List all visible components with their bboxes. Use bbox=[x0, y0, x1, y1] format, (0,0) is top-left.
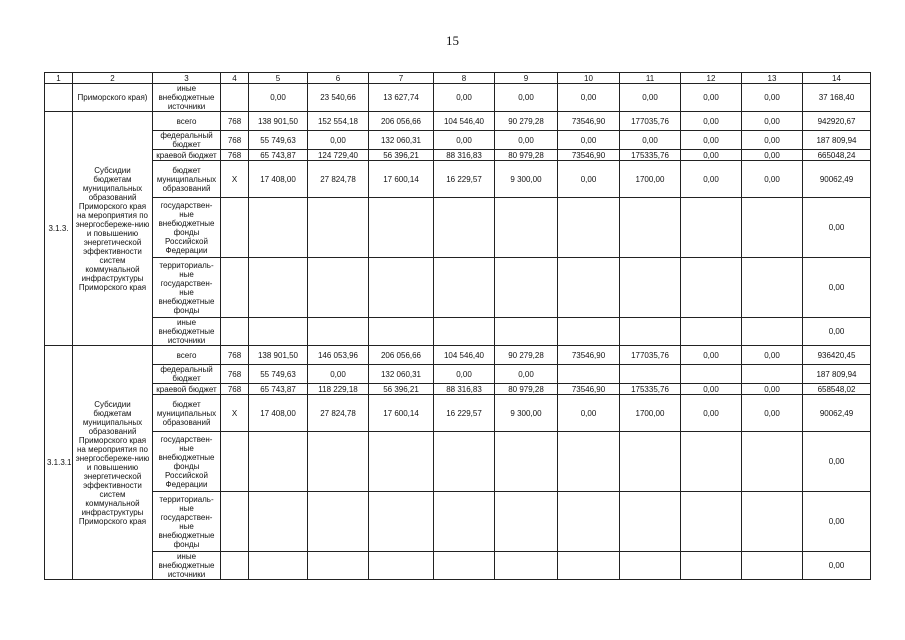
value-cell: 0,00 bbox=[249, 84, 308, 112]
value-cell bbox=[620, 318, 681, 346]
value-cell: 27 824,78 bbox=[308, 395, 369, 432]
value-cell bbox=[742, 318, 803, 346]
value-cell: 0,00 bbox=[742, 84, 803, 112]
value-cell: 0,00 bbox=[742, 112, 803, 131]
value-cell bbox=[495, 258, 558, 318]
value-cell: 90 279,28 bbox=[495, 346, 558, 365]
value-cell: 27 824,78 bbox=[308, 161, 369, 198]
value-cell: 9 300,00 bbox=[495, 395, 558, 432]
funding-source-cell: территориаль-ные государствен-ные внебюджетные фонды bbox=[153, 492, 221, 552]
section-code-cell: 3.1.3. bbox=[45, 112, 73, 346]
header-cell: 2 bbox=[73, 73, 153, 84]
funding-source-cell: иные внебюджетные источники bbox=[153, 552, 221, 580]
total-cell: 942920,67 bbox=[803, 112, 871, 131]
budget-code-cell: 768 bbox=[221, 346, 249, 365]
value-cell: 0,00 bbox=[620, 84, 681, 112]
value-cell bbox=[434, 318, 495, 346]
value-cell: 175335,76 bbox=[620, 150, 681, 161]
value-cell: 0,00 bbox=[681, 84, 742, 112]
value-cell bbox=[620, 258, 681, 318]
value-cell bbox=[369, 198, 434, 258]
row-description-cell: Приморского края) bbox=[73, 84, 153, 112]
page-number: 15 bbox=[446, 33, 459, 48]
value-cell: 17 600,14 bbox=[369, 395, 434, 432]
value-cell: 0,00 bbox=[681, 150, 742, 161]
value-cell bbox=[558, 365, 620, 384]
value-cell: 73546,90 bbox=[558, 112, 620, 131]
value-cell: 80 979,28 bbox=[495, 150, 558, 161]
header-cell: 10 bbox=[558, 73, 620, 84]
header-cell: 3 bbox=[153, 73, 221, 84]
value-cell: 177035,76 bbox=[620, 346, 681, 365]
value-cell bbox=[742, 552, 803, 580]
total-cell: 0,00 bbox=[803, 258, 871, 318]
budget-code-cell: 768 bbox=[221, 365, 249, 384]
value-cell: 0,00 bbox=[681, 112, 742, 131]
header-cell: 4 bbox=[221, 73, 249, 84]
budget-code-cell: 768 bbox=[221, 150, 249, 161]
value-cell bbox=[681, 318, 742, 346]
value-cell bbox=[434, 432, 495, 492]
value-cell: 17 600,14 bbox=[369, 161, 434, 198]
section-description-cell: Субсидии бюджетам муниципальных образований Приморского края на мероприятия по энергосбереже-нию и повышению энергетической эффективности систем коммунальной инфраструктуры Приморского края bbox=[73, 346, 153, 580]
value-cell: 175335,76 bbox=[620, 384, 681, 395]
value-cell bbox=[308, 198, 369, 258]
value-cell: 104 546,40 bbox=[434, 112, 495, 131]
value-cell bbox=[369, 432, 434, 492]
value-cell: 0,00 bbox=[495, 131, 558, 150]
value-cell bbox=[558, 552, 620, 580]
section-code-cell: 3.1.3.1 bbox=[45, 346, 73, 580]
funding-source-cell: государствен-ные внебюджетные фонды Российской Федерации bbox=[153, 432, 221, 492]
total-cell: 0,00 bbox=[803, 198, 871, 258]
value-cell: 55 749,63 bbox=[249, 365, 308, 384]
value-cell bbox=[681, 492, 742, 552]
value-cell: 206 056,66 bbox=[369, 346, 434, 365]
funding-source-cell: федеральный бюджет bbox=[153, 131, 221, 150]
value-cell bbox=[558, 198, 620, 258]
value-cell bbox=[558, 492, 620, 552]
budget-code-cell bbox=[221, 492, 249, 552]
value-cell: 65 743,87 bbox=[249, 150, 308, 161]
value-cell bbox=[558, 432, 620, 492]
value-cell: 0,00 bbox=[742, 161, 803, 198]
value-cell: 65 743,87 bbox=[249, 384, 308, 395]
value-cell: 37 168,40 bbox=[803, 84, 871, 112]
table-row bbox=[45, 161, 871, 198]
header-cell: 1 bbox=[45, 73, 73, 84]
value-cell: 0,00 bbox=[681, 346, 742, 365]
table-row bbox=[45, 346, 871, 365]
value-cell: 88 316,83 bbox=[434, 384, 495, 395]
table-row bbox=[45, 365, 871, 384]
value-cell: 0,00 bbox=[742, 384, 803, 395]
table-row bbox=[45, 258, 871, 318]
value-cell: 56 396,21 bbox=[369, 150, 434, 161]
section-description-cell: Субсидии бюджетам муниципальных образований Приморского края на мероприятия по энергосбереже-нию и повышению энергетической эффективности систем коммунальной инфраструктуры Приморского края bbox=[73, 112, 153, 346]
value-cell: 0,00 bbox=[620, 131, 681, 150]
table-row bbox=[45, 384, 871, 395]
value-cell: 138 901,50 bbox=[249, 346, 308, 365]
value-cell: 0,00 bbox=[742, 346, 803, 365]
value-cell bbox=[620, 432, 681, 492]
total-cell: 936420,45 bbox=[803, 346, 871, 365]
value-cell bbox=[558, 318, 620, 346]
value-cell bbox=[249, 552, 308, 580]
value-cell: 56 396,21 bbox=[369, 384, 434, 395]
value-cell bbox=[434, 258, 495, 318]
value-cell: 0,00 bbox=[558, 395, 620, 432]
value-cell bbox=[620, 492, 681, 552]
value-cell: 0,00 bbox=[495, 84, 558, 112]
header-cell: 7 bbox=[369, 73, 434, 84]
budget-code-cell bbox=[221, 432, 249, 492]
funding-source-cell: иные внебюджетные источники bbox=[153, 318, 221, 346]
funding-source-cell: государствен-ные внебюджетные фонды Российской Федерации bbox=[153, 198, 221, 258]
value-cell bbox=[681, 365, 742, 384]
budget-code-cell bbox=[221, 258, 249, 318]
value-cell: 0,00 bbox=[434, 365, 495, 384]
value-cell: 132 060,31 bbox=[369, 131, 434, 150]
budget-code-cell: X bbox=[221, 161, 249, 198]
value-cell: 80 979,28 bbox=[495, 384, 558, 395]
value-cell: 138 901,50 bbox=[249, 112, 308, 131]
funding-source-cell: краевой бюджет bbox=[153, 384, 221, 395]
total-cell: 187 809,94 bbox=[803, 131, 871, 150]
value-cell: 90 279,28 bbox=[495, 112, 558, 131]
header-cell: 13 bbox=[742, 73, 803, 84]
value-cell: 0,00 bbox=[434, 84, 495, 112]
table-row bbox=[45, 318, 871, 346]
total-cell: 0,00 bbox=[803, 552, 871, 580]
value-cell bbox=[681, 432, 742, 492]
value-cell bbox=[434, 492, 495, 552]
total-cell: 90062,49 bbox=[803, 161, 871, 198]
value-cell: 17 408,00 bbox=[249, 161, 308, 198]
value-cell: 55 749,63 bbox=[249, 131, 308, 150]
value-cell: 23 540,66 bbox=[308, 84, 369, 112]
value-cell: 124 729,40 bbox=[308, 150, 369, 161]
value-cell bbox=[681, 258, 742, 318]
value-cell: 0,00 bbox=[558, 161, 620, 198]
value-cell: 0,00 bbox=[558, 131, 620, 150]
value-cell: 177035,76 bbox=[620, 112, 681, 131]
value-cell: 73546,90 bbox=[558, 384, 620, 395]
value-cell: 13 627,74 bbox=[369, 84, 434, 112]
value-cell: 1700,00 bbox=[620, 161, 681, 198]
table-row bbox=[45, 395, 871, 432]
value-cell bbox=[620, 552, 681, 580]
value-cell: 9 300,00 bbox=[495, 161, 558, 198]
table-row bbox=[45, 112, 871, 131]
value-cell bbox=[558, 258, 620, 318]
value-cell bbox=[742, 198, 803, 258]
budget-code-cell bbox=[221, 552, 249, 580]
value-cell: 0,00 bbox=[308, 131, 369, 150]
value-cell bbox=[495, 492, 558, 552]
budget-code-cell: 768 bbox=[221, 384, 249, 395]
value-cell bbox=[495, 198, 558, 258]
funding-source-cell: иные внебюджетные источники bbox=[153, 84, 221, 112]
table-row bbox=[45, 131, 871, 150]
row-code-cell bbox=[45, 84, 73, 112]
value-cell: 206 056,66 bbox=[369, 112, 434, 131]
value-cell bbox=[308, 552, 369, 580]
value-cell: 0,00 bbox=[681, 384, 742, 395]
value-cell bbox=[249, 198, 308, 258]
table-row bbox=[45, 492, 871, 552]
value-cell bbox=[308, 492, 369, 552]
header-cell: 9 bbox=[495, 73, 558, 84]
table-row bbox=[45, 150, 871, 161]
value-cell bbox=[742, 258, 803, 318]
budget-code-cell bbox=[221, 84, 249, 112]
value-cell: 16 229,57 bbox=[434, 161, 495, 198]
value-cell bbox=[308, 318, 369, 346]
header-cell: 11 bbox=[620, 73, 681, 84]
funding-source-cell: территориаль-ные государствен-ные внебюджетные фонды bbox=[153, 258, 221, 318]
value-cell bbox=[249, 492, 308, 552]
value-cell: 1700,00 bbox=[620, 395, 681, 432]
value-cell: 73546,90 bbox=[558, 346, 620, 365]
header-cell: 8 bbox=[434, 73, 495, 84]
value-cell bbox=[249, 258, 308, 318]
value-cell: 118 229,18 bbox=[308, 384, 369, 395]
value-cell bbox=[434, 198, 495, 258]
header-cell: 5 bbox=[249, 73, 308, 84]
budget-code-cell: 768 bbox=[221, 131, 249, 150]
value-cell bbox=[308, 258, 369, 318]
value-cell: 104 546,40 bbox=[434, 346, 495, 365]
total-cell: 0,00 bbox=[803, 492, 871, 552]
value-cell: 0,00 bbox=[495, 365, 558, 384]
budget-code-cell bbox=[221, 198, 249, 258]
total-cell: 187 809,94 bbox=[803, 365, 871, 384]
value-cell: 0,00 bbox=[558, 84, 620, 112]
value-cell bbox=[742, 492, 803, 552]
total-cell: 0,00 bbox=[803, 432, 871, 492]
value-cell: 0,00 bbox=[434, 131, 495, 150]
value-cell bbox=[249, 318, 308, 346]
value-cell: 0,00 bbox=[742, 395, 803, 432]
value-cell bbox=[681, 198, 742, 258]
funding-source-cell: всего bbox=[153, 112, 221, 131]
value-cell bbox=[369, 258, 434, 318]
value-cell: 132 060,31 bbox=[369, 365, 434, 384]
total-cell: 90062,49 bbox=[803, 395, 871, 432]
funding-source-cell: бюджет муниципальных образований bbox=[153, 395, 221, 432]
value-cell bbox=[495, 432, 558, 492]
header-cell: 6 bbox=[308, 73, 369, 84]
value-cell bbox=[742, 365, 803, 384]
budget-code-cell bbox=[221, 318, 249, 346]
value-cell bbox=[742, 432, 803, 492]
value-cell: 146 053,96 bbox=[308, 346, 369, 365]
total-cell: 658548,02 bbox=[803, 384, 871, 395]
total-cell: 665048,24 bbox=[803, 150, 871, 161]
value-cell: 0,00 bbox=[742, 150, 803, 161]
value-cell: 88 316,83 bbox=[434, 150, 495, 161]
value-cell: 17 408,00 bbox=[249, 395, 308, 432]
value-cell bbox=[369, 492, 434, 552]
value-cell: 0,00 bbox=[681, 395, 742, 432]
value-cell bbox=[249, 432, 308, 492]
value-cell bbox=[369, 552, 434, 580]
funding-source-cell: бюджет муниципальных образований bbox=[153, 161, 221, 198]
header-cell: 12 bbox=[681, 73, 742, 84]
value-cell bbox=[434, 552, 495, 580]
value-cell: 0,00 bbox=[308, 365, 369, 384]
funding-source-cell: федеральный бюджет bbox=[153, 365, 221, 384]
value-cell bbox=[495, 318, 558, 346]
value-cell bbox=[495, 552, 558, 580]
table-row bbox=[45, 198, 871, 258]
value-cell: 152 554,18 bbox=[308, 112, 369, 131]
value-cell: 0,00 bbox=[742, 131, 803, 150]
value-cell: 0,00 bbox=[681, 131, 742, 150]
table-row bbox=[45, 84, 871, 112]
total-cell: 0,00 bbox=[803, 318, 871, 346]
value-cell bbox=[369, 318, 434, 346]
table-row bbox=[45, 552, 871, 580]
value-cell: 73546,90 bbox=[558, 150, 620, 161]
table-body bbox=[45, 73, 871, 580]
budget-code-cell: X bbox=[221, 395, 249, 432]
value-cell bbox=[308, 432, 369, 492]
value-cell bbox=[620, 365, 681, 384]
header-cell: 14 bbox=[803, 73, 871, 84]
value-cell: 0,00 bbox=[681, 161, 742, 198]
budget-table bbox=[44, 72, 871, 580]
value-cell bbox=[620, 198, 681, 258]
funding-source-cell: всего bbox=[153, 346, 221, 365]
table-row bbox=[45, 432, 871, 492]
funding-source-cell: краевой бюджет bbox=[153, 150, 221, 161]
budget-code-cell: 768 bbox=[221, 112, 249, 131]
value-cell: 16 229,57 bbox=[434, 395, 495, 432]
header-row bbox=[45, 73, 871, 84]
value-cell bbox=[681, 552, 742, 580]
